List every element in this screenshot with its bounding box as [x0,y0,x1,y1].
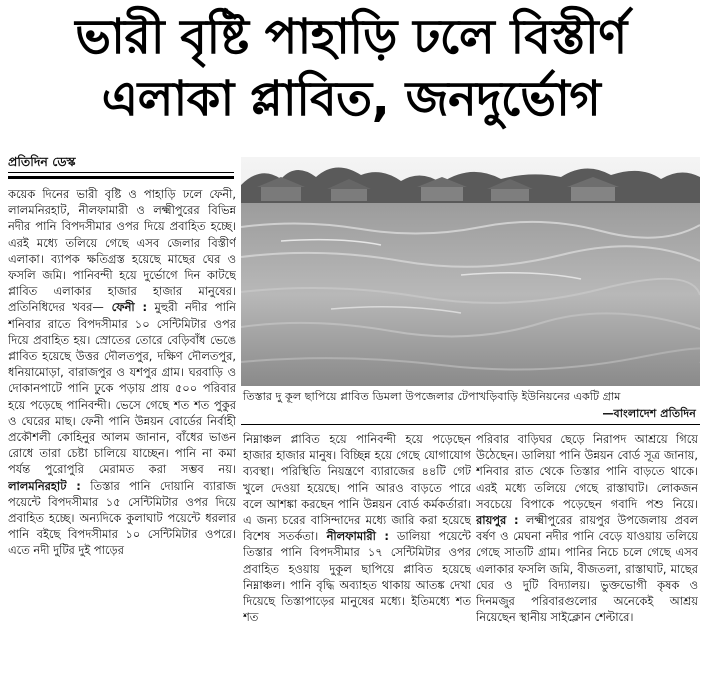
article-paragraph [8,186,236,559]
dateline-lalmonirhat: লালমনিরহাট : [8,478,81,493]
byline-divider [8,172,234,173]
photo-divider [241,424,700,425]
headline-line-1: ভারী বৃষ্টি পাহাড়ি ঢলে বিস্তীর্ণ [75,9,627,65]
column-top-rule [8,176,234,179]
article-column-left [8,186,236,680]
body-text: তিস্তার পানি দোয়ানি ব্যারাজ পয়েন্টে বিপদসীমার ১৫ সেন্টিমিটার ওপর দিয়ে প্রবাহিত হচ্ছে। অন্যদিকে কুলাঘাট পয়েন্টে ধরলার পানি বইছে বিপদসীমার ১০ সেন্টিমিটার ওপরে। এতে নদী দুটির দুই পাড়ের [8,478,236,558]
body-text: ডালিয়া পয়েন্টে তিস্তার পানি বিপদসীমার ১৭ সেন্টিমিটার ওপর প্রবাহিত হওয়ায় দুকূল ছাপিয়ে প্লাবিত হয়েছে নিম্নাঞ্চল। পানি বৃদ্ধি অব্যাহত থাকায় আতঙ্ক দেখা দিয়েছে তিস্তাপাড়ের মানুষের মধ্যে। ইতিমধ্যে শত শত [243,529,471,625]
body-text: কয়েক দিনের ভারী বৃষ্টি ও পাহাড়ি ঢলে ফেনী, লালমনিরহাট, নীলফামারী ও লক্ষ্মীপুরের বিভিন্ন নদীর পানি বিপদসীমার ওপর দিয়ে প্রবাহিত হচ্ছে। এরই মধ্যে তলিয়ে গেছে এসব জেলার বিস্তীর্ণ এলাকা। ব্যাপক ক্ষতিগ্রস্ত হয়েছে মাছের ঘের ও ফসলি জমি। পানিবন্দী হয়ে দুর্ভোগে দিন কাটছে প্লাবিত এলাকার হাজার হাজার মানুষের। প্রতিনিধিদের খবর— [8,187,236,315]
dateline-raipur: রায়পুর : [476,513,519,528]
article-paragraph [243,431,471,625]
body-text: পরিবার বাড়িঘর ছেড়ে নিরাপদ আশ্রয়ে গিয়ে উঠেছেন। ডালিয়া পানি উন্নয়ন বোর্ড সূত্র জানায়, শনিবার রাত থেকে তিস্তার পানি বাড়তে থাকে। এরই মধ্যে তলিয়ে গেছে রাস্তাঘাট। লোকজন সবচেয়ে বিপাকে পড়েছেন গবাদি পশু নিয়ে। [476,432,698,511]
body-text: লক্ষ্মীপুরের রায়পুর উপজেলায় প্রবল বর্ষণ ও মেঘনা নদীর পানি বেড়ে যাওয়ায় তলিয়ে গেছে সাতটি গ্রাম। পানির নিচে চলে গেছে এসব এলাকার ফসলি জমি, বীজতলা, রাস্তাঘাট, মাছের ঘের ও দুটি বিদ্যালয়। ভুক্তভোগী কৃষক ও দিনমজুর পরিবারগুলোর অনেকেই আশ্রয় নিয়েছেন স্থানীয় সাইক্লোন শেল্টারে। [476,513,698,625]
body-text: মুহুরী নদীর পানি শনিবার রাতে বিপদসীমার ১০ সেন্টিমিটার ওপর দিয়ে প্রবাহিত হয়। স্রোতের তোরে বেড়িবাঁধ ভেঙে প্লাবিত হয়েছে উত্তর দৌলতপুর, দক্ষিণ দৌলতপুর, ধনিয়ামোড়া, বারাজপুর ও যশপুর গ্রাম। ঘরবাড়ি ও দোকানপাটে পানি ঢুকে পড়ায় প্রায় ৫০০ পরিবার হয়ে পড়েছে পানিবন্দী। ভেসে গেছে শত শত পুকুর ও ঘেরের মাছ। ফেনী পানি উন্নয়ন বোর্ডের নির্বাহী প্রকৌশলী কোহিনুর আলম জানান, বাঁধের ভাঙন রোধে তারা চেষ্টা চালিয়ে যাচ্ছেন। পানি না কমা পর্যন্ত পুরোপুরি মেরামত করা সম্ভব নয়। [8,300,236,477]
article-column-right [476,431,698,681]
photo-caption: তিস্তার দু কূল ছাপিয়ে প্লাবিত ডিমলা উপজেলার টেপাখড়িবাড়ি ইউনিয়নের একটি গ্রাম [243,390,621,403]
headline [0,6,702,130]
body-text: নিম্নাঞ্চল প্লাবিত হয়ে পানিবন্দী হয়ে পড়েছেন হাজার হাজার মানুষ। বিচ্ছিন্ন হয়ে গেছে যোগাযোগ ব্যবস্থা। পরিস্থিতি নিয়ন্ত্রণে ব্যারাজের ৪৪টি গেট খুলে দেওয়া হয়েছে। পানি আরও বাড়তে পারে বলে আশঙ্কা করছেন পানি উন্নয়ন বোর্ড কর্মকর্তারা। এ জন্য চরের বাসিন্দাদের মধ্যে জারি করা হয়েছে বিশেষ সতর্কতা। [243,432,471,544]
desk-byline: প্রতিদিন ডেস্ক [8,154,76,169]
dateline-nilphamari: নীলফামারী : [318,529,389,544]
dateline-feni: ফেনী : [103,300,148,315]
headline-line-2: এলাকা প্লাবিত, জনদুর্ভোগ [101,71,601,127]
article-column-middle [243,431,471,681]
photo-credit: —বাংলাদেশ প্রতিদিন [602,407,696,420]
flood-photo-image [241,157,700,386]
article-paragraph [476,431,698,625]
flood-photo [241,157,700,386]
